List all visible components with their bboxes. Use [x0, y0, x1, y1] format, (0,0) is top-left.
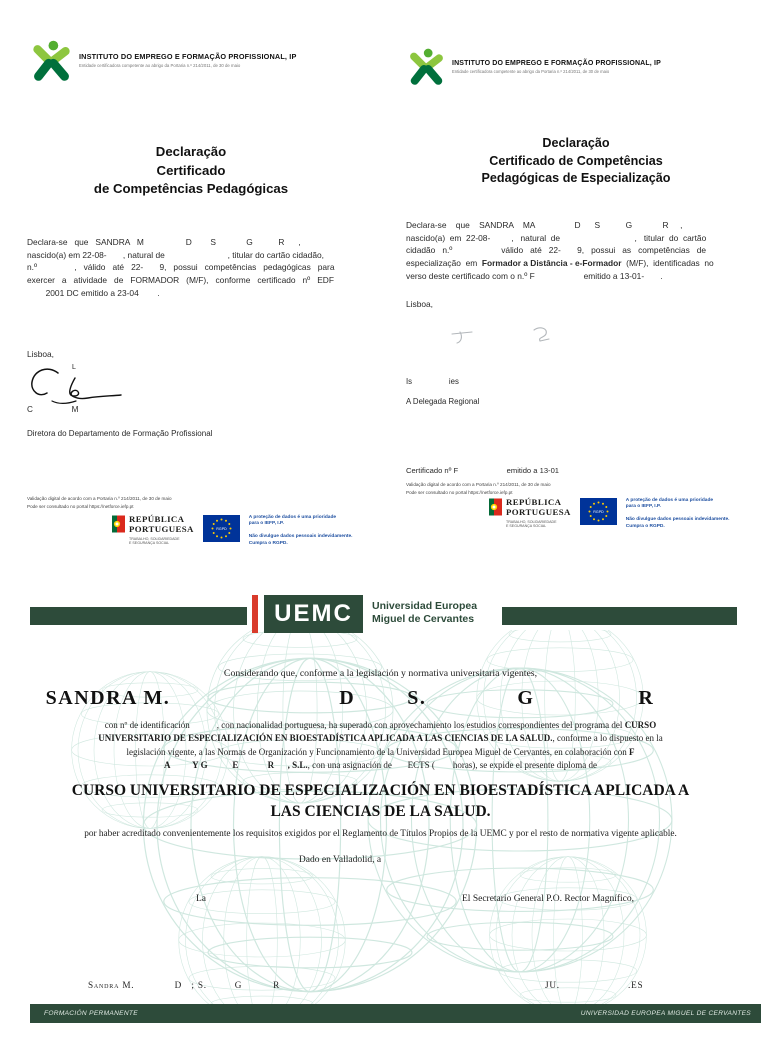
validation-note: Validação digital de acordo com a Portaria n.º 214/2011, de 30 de maio Pode ser consultado no portal https://netforce.iefp.pt — [406, 482, 551, 495]
uemc-red-stripe — [252, 595, 258, 633]
signer-role: Diretora do Departamento de Formação Profissional — [27, 429, 213, 438]
diploma-footer-bar — [30, 1004, 761, 1023]
uemc-logo: UEMC — [264, 595, 363, 633]
diploma-intro: Considerando que, conforme a la legislación y normativa universitaria vigentes, — [223, 668, 538, 679]
signer-name: C M — [27, 405, 79, 414]
org-name: INSTITUTO DO EMPREGO E FORMAÇÃO PROFISSIONAL, IP — [79, 52, 297, 61]
issued-line: Dado en Valladolid, a — [298, 855, 382, 865]
signature-label-left: La — [196, 894, 207, 904]
footer-right-label: UNIVERSIDAD EUROPEA MIGUEL DE CERVANTES — [580, 1010, 751, 1017]
printed-name-left: Sandra M. D ; S. G R — [88, 980, 281, 990]
program-title: CURSO UNIVERSITARIO DE ESPECIALIZACIÓN EN BIOESTADÍSTICA APLICADA A LAS CIENCIAS DE LA SALUD. — [71, 782, 690, 820]
signer-role: A Delegada Regional — [406, 397, 480, 406]
rgpd-notice: A proteção de dados é uma prioridade para o IEFP, I.P. Não divulgue dados pessoais indevidamente. Cumpra o RGPD. — [248, 515, 353, 546]
gov-sub: TRABALHO, SOLIDARIEDADE E SEGURANÇA SOCIAL — [129, 536, 180, 546]
certificate-number-line: Certificado nº F emitido a 13-01 — [406, 466, 560, 475]
accreditation-line: por haber acreditado convenientemente los requisitos exigidos por el Reglamento de Títulos Propios de la UEMC y por el resto de normativa vigente aplicable. — [84, 829, 677, 839]
printed-name-right: JU. .ES — [545, 980, 644, 990]
gov-name: REPÚBLICA PORTUGUESA — [129, 514, 194, 534]
place-line: Lisboa, — [27, 349, 55, 359]
signature-label-right: El Secretario General P.O. Rector Magnífico, — [462, 894, 634, 904]
header-bar-left — [30, 607, 247, 625]
rgpd-notice: A proteção de dados é uma prioridade para o IEFP, I.P. Não divulgue dados pessoais indevidamente. Cumpra o RGPD. — [625, 498, 730, 529]
validation-note: Validação digital de acordo com a Portaria n.º 214/2011, de 30 de maio Pode ser consultado no portal https://netforce.iefp.pt — [27, 496, 172, 509]
diploma-paragraph: con nº de identificación , con nacionalidad portuguesa, ha superado con aprovechamiento los estudios correspondientes del programa del CURSO UNIVERSITARIO DE ESPECIALIZACIÓN EN BIOESTADÍSTICA APLICADA A LAS CIENCIAS DE LA SALUD., conforme a lo dispuesto en la legislación vigente, a las Normas de Organización y Funcionamiento de la Universidad Europea Miguel de Cervantes, en colaboración con F A Y G E R , S.L., con una asignación de ECTS ( horas), se expide el presente diploma de — [98, 720, 663, 771]
certificate-title: Declaração Certificado de Competências Pedagógicas — [93, 144, 289, 196]
place-line: Lisboa, — [406, 299, 434, 309]
certificate-body: Declara-se que SANDRA MA D S G R , nascido(a) em 22-08- , natural de , titular do cartão cidadão n.º válido até 22- 9, possui as competências de especialização em Formador a Distância - e-Formador (M/F), identificadas no verso deste certificado com o n.º F emitido a 13-01- . — [406, 220, 714, 281]
gov-name: REPÚBLICA PORTUGUESA — [506, 497, 571, 517]
signer-name: Is ies — [406, 377, 459, 386]
header-bar-right — [502, 607, 737, 625]
rgpd-label: RGPD — [216, 527, 227, 531]
certificate-body: Declara-se que SANDRA M D S G R , nascido(a) em 22-08- , natural de , titular do cartão cidadão, n.º , válido até 22- 9, possui competências pedagógicas para exercer a atividade de FORMADOR (M/F), conforme certificado nº EDF 2001 DC emitido a 23-04 . — [27, 237, 335, 298]
org-subtitle: Entidade certificadora competente ao abrigo da Portaria n.º 214/2011, de 30 de maio — [79, 63, 241, 68]
uemc-university-name: Universidad Europea Miguel de Cervantes — [372, 600, 478, 625]
rgpd-label: RGPD — [593, 510, 604, 514]
footer-left-label: FORMACIÓN PERMANENTE — [44, 1010, 138, 1017]
org-subtitle: Entidade certificadora competente ao abrigo da Portaria n.º 214/2011, de 30 de maio — [452, 69, 610, 74]
student-name: SANDRA M. D S. G R — [45, 687, 655, 709]
org-name: INSTITUTO DO EMPREGO E FORMAÇÃO PROFISSIONAL, IP — [452, 60, 661, 67]
gov-sub: TRABALHO, SOLIDARIEDADE E SEGURANÇA SOCIAL — [506, 519, 557, 529]
certificate-title: Declaração Certificado de Competências Pedagógicas de Especialização — [481, 136, 671, 185]
signature-remnant-letter: L — [72, 364, 76, 371]
